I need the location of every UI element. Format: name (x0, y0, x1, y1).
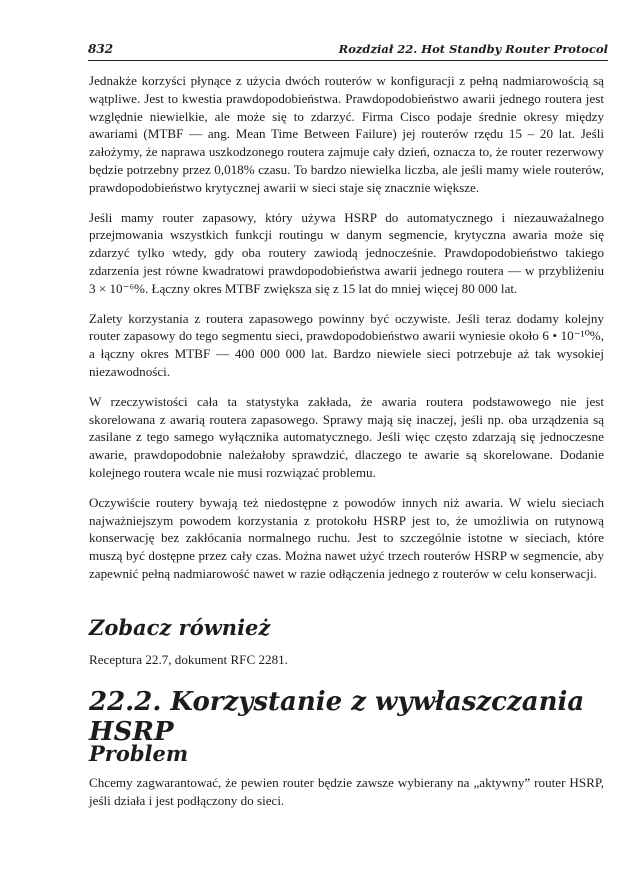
paragraph-1: Jednakże korzyści płynące z użycia dwóch routerów w konfiguracji z pełną nadmiarowością są wątpliwe. Jest to kwestia prawdopodobieństwa. Prawdopodobieństwo awarii jednego routera jest względnie niewielkie, ale może się to zdarzyć. Firma Cisco podaje średnie okresy między awariami (MTBF — ang. Mean Time Between Failure) jej routerów rzędu 15 – 20 lat. Jeśli założymy, że naprawa uszkodzonego routera zajmuje cały dzień, oznacza to, że router rezerwowy będzie potrzebny przez 0,018% czasu. To bardzo niewielka liczba, ale jeśli mamy wiele routerów, prawdopodobieństwo krytycznej awarii w sieci staje się znacznie większe. (89, 73, 604, 195)
running-header (88, 40, 608, 61)
paragraph-2: Jeśli mamy router zapasowy, który używa HSRP do automatycznego i niezauważalnego przejmowania wszystkich funkcji routingu w danym segmencie, krytyczna awaria może się zdarzyć tylko wtedy, gdy oba routery zawiodą jednocześnie. Prawdopodobieństwo takiego zdarzenia jest równe kwadratowi prawdopodobieństwa awarii jednego routera — w przybliżeniu 3 × 10⁻⁶%. Łączny okres MTBF zwiększa się z 15 lat do mniej więcej 80 000 lat. (89, 209, 604, 296)
page-number: 832 (88, 42, 114, 56)
problem-heading: Problem (89, 741, 189, 766)
paragraph-4: W rzeczywistości cała ta statystyka zakłada, że awaria routera podstawowego nie jest skorelowana z awarią routera zapasowego. Sprawy mają się inaczej, jeśli np. oba urządzenia są zasilane z tego samego wyłącznika automatycznego. Jeśli więc często zdarzają się jednoczesne awarie, prawdopodobnie należałoby sprawdzić, dlaczego te awarie są skorelowane. Dodanie kolejnego routera wcale nie musi rozwiązać problemu. (89, 393, 604, 480)
see-also-heading: Zobacz również (89, 615, 271, 640)
see-also-text: Receptura 22.7, dokument RFC 2281. (89, 652, 288, 667)
running-title: Rozdział 22. Hot Standby Router Protocol (338, 42, 608, 56)
body-text (89, 72, 604, 595)
problem-text: Chcemy zagwarantować, że pewien router będzie zawsze wybierany na „aktywny” router HSRP, jeśli działa i jest podłączony do sieci. (89, 775, 604, 808)
paragraph-5: Oczywiście routery bywają też niedostępne z powodów innych niż awaria. W wielu sieciach najważniejszym powodem korzystania z protokołu HSRP jest to, że umożliwia on rutynową konserwację bez zakłócania normalnego ruchu. Jest to szczególnie istotne w sieciach, które muszą być dostępne przez cały czas. Można nawet użyć trzech routerów HSRP w segmencie, aby zapewnić pełną nadmiarowość nawet w razie odłączenia jednego z routerów w celu konserwacji. (89, 494, 604, 581)
section-title: 22.2. Korzystanie z wywłaszczania HSRP (89, 687, 585, 747)
paragraph-3: Zalety korzystania z routera zapasowego powinny być oczywiste. Jeśli teraz dodamy kolejny router zapasowy do tego segmentu sieci, prawdopodobieństwo awarii wyniesie około 6 • 10⁻¹⁰%, a łączny okres MTBF — 400 000 000 lat. Bardzo niewiele sieci potrzebuje aż tak wysokiej niezawodności. (89, 310, 604, 379)
